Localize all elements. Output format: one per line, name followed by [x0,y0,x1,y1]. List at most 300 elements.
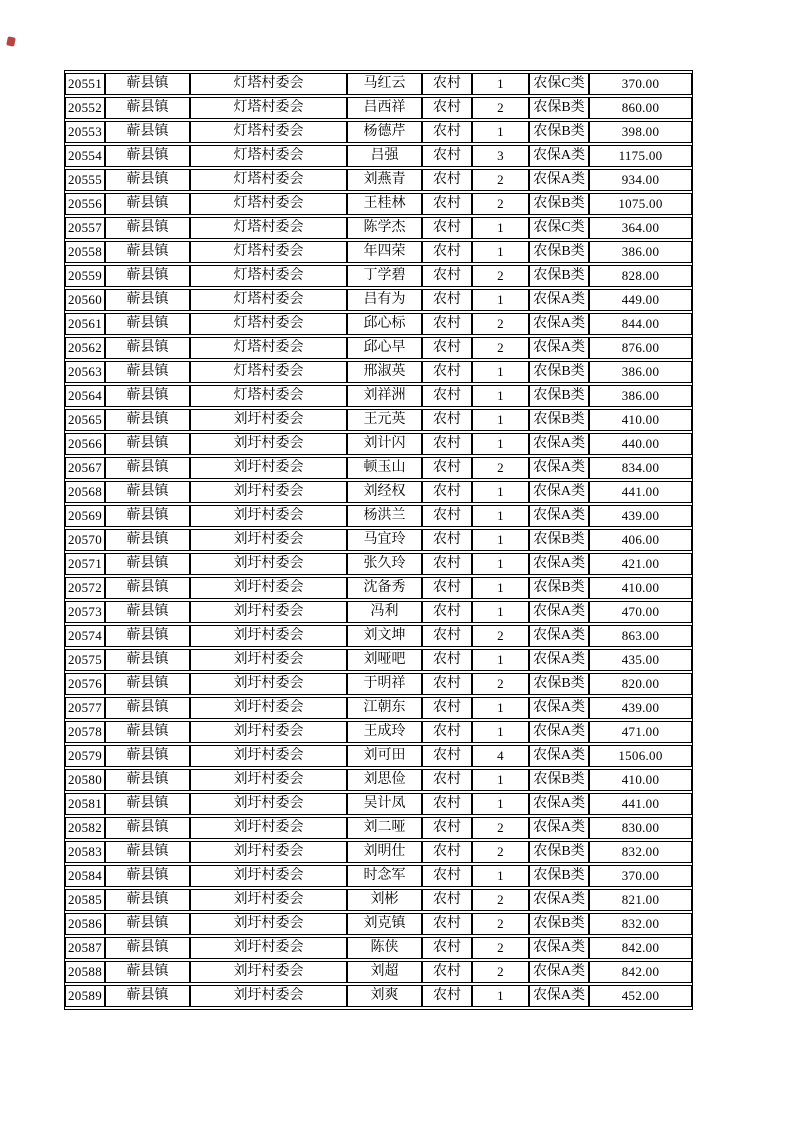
village-committee-cell: 刘圩村委会 [190,889,347,911]
town-cell: 蕲县镇 [105,337,190,359]
residence-type-cell: 农村 [422,121,472,143]
person-name-cell: 江朝东 [347,697,422,719]
village-committee-cell: 刘圩村委会 [190,769,347,791]
village-committee-cell: 刘圩村委会 [190,673,347,695]
village-committee-cell: 刘圩村委会 [190,553,347,575]
person-count-cell: 1 [472,865,529,887]
record-id-cell: 20570 [65,529,105,551]
person-count-cell: 2 [472,913,529,935]
table-row [65,961,692,983]
residence-type-cell: 农村 [422,697,472,719]
amount-cell: 820.00 [589,673,692,695]
village-committee-cell: 刘圩村委会 [190,817,347,839]
record-id-cell: 20578 [65,721,105,743]
person-count-cell: 1 [472,433,529,455]
village-committee-cell: 刘圩村委会 [190,457,347,479]
residence-type-cell: 农村 [422,601,472,623]
town-cell: 蕲县镇 [105,193,190,215]
insurance-class-cell: 农保A类 [529,505,589,527]
town-cell: 蕲县镇 [105,121,190,143]
person-name-cell: 吕西祥 [347,97,422,119]
amount-cell: 876.00 [589,337,692,359]
insurance-class-cell: 农保B类 [529,529,589,551]
insurance-class-cell: 农保A类 [529,937,589,959]
amount-cell: 406.00 [589,529,692,551]
insurance-class-cell: 农保B类 [529,241,589,263]
amount-cell: 832.00 [589,841,692,863]
town-cell: 蕲县镇 [105,73,190,95]
town-cell: 蕲县镇 [105,793,190,815]
table-row [65,553,692,575]
town-cell: 蕲县镇 [105,865,190,887]
record-id-cell: 20552 [65,97,105,119]
person-count-cell: 1 [472,769,529,791]
person-name-cell: 时念军 [347,865,422,887]
amount-cell: 834.00 [589,457,692,479]
record-id-cell: 20572 [65,577,105,599]
village-committee-cell: 刘圩村委会 [190,697,347,719]
person-name-cell: 刘明仕 [347,841,422,863]
amount-cell: 844.00 [589,313,692,335]
person-name-cell: 于明祥 [347,673,422,695]
residence-type-cell: 农村 [422,769,472,791]
amount-cell: 441.00 [589,481,692,503]
town-cell: 蕲县镇 [105,961,190,983]
record-id-cell: 20562 [65,337,105,359]
record-id-cell: 20577 [65,697,105,719]
insurance-class-cell: 农保A类 [529,433,589,455]
residence-type-cell: 农村 [422,385,472,407]
village-committee-cell: 刘圩村委会 [190,505,347,527]
insurance-class-cell: 农保A类 [529,337,589,359]
amount-cell: 821.00 [589,889,692,911]
record-id-cell: 20555 [65,169,105,191]
person-count-cell: 2 [472,193,529,215]
record-id-cell: 20579 [65,745,105,767]
person-name-cell: 吴计凤 [347,793,422,815]
insurance-class-cell: 农保A类 [529,457,589,479]
insurance-class-cell: 农保B类 [529,409,589,431]
insurance-class-cell: 农保B类 [529,121,589,143]
town-cell: 蕲县镇 [105,985,190,1007]
amount-cell: 386.00 [589,385,692,407]
town-cell: 蕲县镇 [105,553,190,575]
person-name-cell: 刘哑吧 [347,649,422,671]
village-committee-cell: 灯塔村委会 [190,97,347,119]
person-count-cell: 2 [472,169,529,191]
insurance-class-cell: 农保B类 [529,193,589,215]
table-row [65,145,692,167]
village-committee-cell: 灯塔村委会 [190,217,347,239]
table-row [65,937,692,959]
residence-type-cell: 农村 [422,961,472,983]
amount-cell: 441.00 [589,793,692,815]
table-row [65,97,692,119]
amount-cell: 435.00 [589,649,692,671]
amount-cell: 452.00 [589,985,692,1007]
village-committee-cell: 刘圩村委会 [190,793,347,815]
residence-type-cell: 农村 [422,673,472,695]
town-cell: 蕲县镇 [105,505,190,527]
village-committee-cell: 刘圩村委会 [190,625,347,647]
person-count-cell: 2 [472,961,529,983]
person-name-cell: 顿玉山 [347,457,422,479]
table-row [65,481,692,503]
insurance-class-cell: 农保B类 [529,865,589,887]
village-committee-cell: 灯塔村委会 [190,337,347,359]
person-count-cell: 1 [472,793,529,815]
table-row [65,745,692,767]
person-count-cell: 1 [472,217,529,239]
insurance-class-cell: 农保B类 [529,265,589,287]
record-id-cell: 20588 [65,961,105,983]
insurance-class-cell: 农保A类 [529,145,589,167]
residence-type-cell: 农村 [422,457,472,479]
insurance-class-cell: 农保B类 [529,577,589,599]
person-name-cell: 刘思俭 [347,769,422,791]
amount-cell: 364.00 [589,217,692,239]
amount-cell: 386.00 [589,241,692,263]
insurance-class-cell: 农保A类 [529,553,589,575]
residence-type-cell: 农村 [422,265,472,287]
person-name-cell: 刘计闪 [347,433,422,455]
town-cell: 蕲县镇 [105,937,190,959]
person-count-cell: 2 [472,817,529,839]
town-cell: 蕲县镇 [105,361,190,383]
person-name-cell: 丁学碧 [347,265,422,287]
town-cell: 蕲县镇 [105,433,190,455]
village-committee-cell: 刘圩村委会 [190,721,347,743]
person-count-cell: 1 [472,481,529,503]
person-count-cell: 1 [472,289,529,311]
person-name-cell: 马红云 [347,73,422,95]
amount-cell: 471.00 [589,721,692,743]
person-name-cell: 王桂林 [347,193,422,215]
village-committee-cell: 刘圩村委会 [190,937,347,959]
amount-cell: 470.00 [589,601,692,623]
person-count-cell: 2 [472,337,529,359]
village-committee-cell: 灯塔村委会 [190,121,347,143]
person-name-cell: 邢淑英 [347,361,422,383]
table-row [65,73,692,95]
table-row [65,577,692,599]
village-committee-cell: 刘圩村委会 [190,961,347,983]
town-cell: 蕲县镇 [105,313,190,335]
residence-type-cell: 农村 [422,241,472,263]
record-id-cell: 20565 [65,409,105,431]
town-cell: 蕲县镇 [105,217,190,239]
records-table [64,70,693,1010]
person-count-cell: 2 [472,889,529,911]
amount-cell: 828.00 [589,265,692,287]
amount-cell: 398.00 [589,121,692,143]
village-committee-cell: 刘圩村委会 [190,577,347,599]
village-committee-cell: 灯塔村委会 [190,241,347,263]
table-row [65,649,692,671]
record-id-cell: 20553 [65,121,105,143]
town-cell: 蕲县镇 [105,241,190,263]
residence-type-cell: 农村 [422,409,472,431]
table-row [65,865,692,887]
residence-type-cell: 农村 [422,73,472,95]
table-row [65,433,692,455]
record-id-cell: 20581 [65,793,105,815]
village-committee-cell: 灯塔村委会 [190,385,347,407]
person-count-cell: 1 [472,697,529,719]
person-name-cell: 王成玲 [347,721,422,743]
person-name-cell: 杨洪兰 [347,505,422,527]
table-row [65,193,692,215]
residence-type-cell: 农村 [422,97,472,119]
table-row [65,889,692,911]
residence-type-cell: 农村 [422,505,472,527]
person-name-cell: 杨德芹 [347,121,422,143]
person-name-cell: 刘爽 [347,985,422,1007]
record-id-cell: 20568 [65,481,105,503]
record-id-cell: 20557 [65,217,105,239]
amount-cell: 449.00 [589,289,692,311]
person-name-cell: 刘文坤 [347,625,422,647]
person-count-cell: 1 [472,361,529,383]
person-name-cell: 刘克镇 [347,913,422,935]
person-name-cell: 冯利 [347,601,422,623]
record-id-cell: 20564 [65,385,105,407]
person-count-cell: 3 [472,145,529,167]
person-count-cell: 2 [472,265,529,287]
person-count-cell: 1 [472,985,529,1007]
town-cell: 蕲县镇 [105,529,190,551]
table-row [65,913,692,935]
record-id-cell: 20554 [65,145,105,167]
person-name-cell: 年四荣 [347,241,422,263]
table-row [65,169,692,191]
insurance-class-cell: 农保A类 [529,961,589,983]
person-count-cell: 2 [472,937,529,959]
table-row [65,769,692,791]
insurance-class-cell: 农保A类 [529,649,589,671]
person-count-cell: 2 [472,97,529,119]
record-id-cell: 20571 [65,553,105,575]
town-cell: 蕲县镇 [105,265,190,287]
table-row [65,721,692,743]
insurance-class-cell: 农保C类 [529,217,589,239]
table-row [65,697,692,719]
person-name-cell: 邱心早 [347,337,422,359]
person-count-cell: 1 [472,241,529,263]
amount-cell: 410.00 [589,577,692,599]
village-committee-cell: 刘圩村委会 [190,913,347,935]
residence-type-cell: 农村 [422,841,472,863]
person-name-cell: 吕有为 [347,289,422,311]
village-committee-cell: 刘圩村委会 [190,433,347,455]
record-id-cell: 20587 [65,937,105,959]
person-name-cell: 刘可田 [347,745,422,767]
table-row [65,673,692,695]
town-cell: 蕲县镇 [105,721,190,743]
town-cell: 蕲县镇 [105,697,190,719]
insurance-class-cell: 农保A类 [529,817,589,839]
table-row [65,529,692,551]
insurance-class-cell: 农保A类 [529,169,589,191]
amount-cell: 410.00 [589,409,692,431]
person-name-cell: 沈备秀 [347,577,422,599]
person-name-cell: 刘彬 [347,889,422,911]
record-id-cell: 20559 [65,265,105,287]
town-cell: 蕲县镇 [105,409,190,431]
residence-type-cell: 农村 [422,889,472,911]
person-name-cell: 陈学杰 [347,217,422,239]
person-count-cell: 1 [472,721,529,743]
table-row [65,337,692,359]
record-id-cell: 20560 [65,289,105,311]
amount-cell: 934.00 [589,169,692,191]
table-row [65,217,692,239]
village-committee-cell: 刘圩村委会 [190,529,347,551]
table-row [65,457,692,479]
person-count-cell: 1 [472,601,529,623]
town-cell: 蕲县镇 [105,577,190,599]
record-id-cell: 20589 [65,985,105,1007]
town-cell: 蕲县镇 [105,745,190,767]
person-count-cell: 1 [472,553,529,575]
village-committee-cell: 灯塔村委会 [190,73,347,95]
person-count-cell: 2 [472,457,529,479]
town-cell: 蕲县镇 [105,625,190,647]
person-count-cell: 4 [472,745,529,767]
amount-cell: 863.00 [589,625,692,647]
town-cell: 蕲县镇 [105,289,190,311]
insurance-class-cell: 农保A类 [529,313,589,335]
person-name-cell: 邱心标 [347,313,422,335]
residence-type-cell: 农村 [422,145,472,167]
person-count-cell: 1 [472,409,529,431]
residence-type-cell: 农村 [422,865,472,887]
residence-type-cell: 农村 [422,649,472,671]
record-id-cell: 20582 [65,817,105,839]
person-count-cell: 1 [472,649,529,671]
residence-type-cell: 农村 [422,985,472,1007]
insurance-class-cell: 农保C类 [529,73,589,95]
town-cell: 蕲县镇 [105,673,190,695]
town-cell: 蕲县镇 [105,457,190,479]
amount-cell: 370.00 [589,865,692,887]
insurance-class-cell: 农保A类 [529,289,589,311]
person-count-cell: 1 [472,73,529,95]
town-cell: 蕲县镇 [105,97,190,119]
village-committee-cell: 灯塔村委会 [190,313,347,335]
residence-type-cell: 农村 [422,721,472,743]
insurance-class-cell: 农保B类 [529,841,589,863]
village-committee-cell: 灯塔村委会 [190,361,347,383]
table-row [65,793,692,815]
insurance-class-cell: 农保A类 [529,889,589,911]
amount-cell: 440.00 [589,433,692,455]
residence-type-cell: 农村 [422,433,472,455]
person-count-cell: 2 [472,313,529,335]
village-committee-cell: 刘圩村委会 [190,865,347,887]
insurance-class-cell: 农保A类 [529,481,589,503]
person-name-cell: 刘超 [347,961,422,983]
records-table-container [64,70,693,1010]
table-row [65,241,692,263]
table-row [65,409,692,431]
amount-cell: 860.00 [589,97,692,119]
record-id-cell: 20583 [65,841,105,863]
amount-cell: 1506.00 [589,745,692,767]
person-count-cell: 1 [472,529,529,551]
town-cell: 蕲县镇 [105,769,190,791]
residence-type-cell: 农村 [422,481,472,503]
village-committee-cell: 灯塔村委会 [190,265,347,287]
insurance-class-cell: 农保B类 [529,385,589,407]
table-row [65,841,692,863]
person-count-cell: 1 [472,121,529,143]
town-cell: 蕲县镇 [105,385,190,407]
residence-type-cell: 农村 [422,361,472,383]
record-id-cell: 20576 [65,673,105,695]
insurance-class-cell: 农保A类 [529,793,589,815]
record-id-cell: 20569 [65,505,105,527]
amount-cell: 410.00 [589,769,692,791]
village-committee-cell: 灯塔村委会 [190,193,347,215]
residence-type-cell: 农村 [422,553,472,575]
insurance-class-cell: 农保A类 [529,721,589,743]
record-id-cell: 20575 [65,649,105,671]
town-cell: 蕲县镇 [105,145,190,167]
amount-cell: 370.00 [589,73,692,95]
person-count-cell: 2 [472,841,529,863]
person-name-cell: 刘燕青 [347,169,422,191]
person-count-cell: 2 [472,625,529,647]
person-name-cell: 吕强 [347,145,422,167]
person-count-cell: 1 [472,505,529,527]
residence-type-cell: 农村 [422,529,472,551]
person-name-cell: 刘祥洲 [347,385,422,407]
amount-cell: 830.00 [589,817,692,839]
record-id-cell: 20566 [65,433,105,455]
village-committee-cell: 刘圩村委会 [190,601,347,623]
insurance-class-cell: 农保A类 [529,625,589,647]
table-row [65,265,692,287]
record-id-cell: 20586 [65,913,105,935]
person-name-cell: 王元英 [347,409,422,431]
record-id-cell: 20561 [65,313,105,335]
amount-cell: 842.00 [589,961,692,983]
insurance-class-cell: 农保B类 [529,673,589,695]
village-committee-cell: 灯塔村委会 [190,145,347,167]
village-committee-cell: 刘圩村委会 [190,745,347,767]
residence-type-cell: 农村 [422,817,472,839]
table-row [65,601,692,623]
insurance-class-cell: 农保B类 [529,769,589,791]
town-cell: 蕲县镇 [105,913,190,935]
village-committee-cell: 灯塔村委会 [190,289,347,311]
village-committee-cell: 刘圩村委会 [190,649,347,671]
village-committee-cell: 刘圩村委会 [190,841,347,863]
residence-type-cell: 农村 [422,625,472,647]
amount-cell: 1075.00 [589,193,692,215]
record-id-cell: 20551 [65,73,105,95]
amount-cell: 386.00 [589,361,692,383]
residence-type-cell: 农村 [422,217,472,239]
town-cell: 蕲县镇 [105,481,190,503]
village-committee-cell: 刘圩村委会 [190,481,347,503]
amount-cell: 421.00 [589,553,692,575]
red-ink-mark [6,36,16,46]
village-committee-cell: 灯塔村委会 [190,169,347,191]
residence-type-cell: 农村 [422,793,472,815]
town-cell: 蕲县镇 [105,841,190,863]
